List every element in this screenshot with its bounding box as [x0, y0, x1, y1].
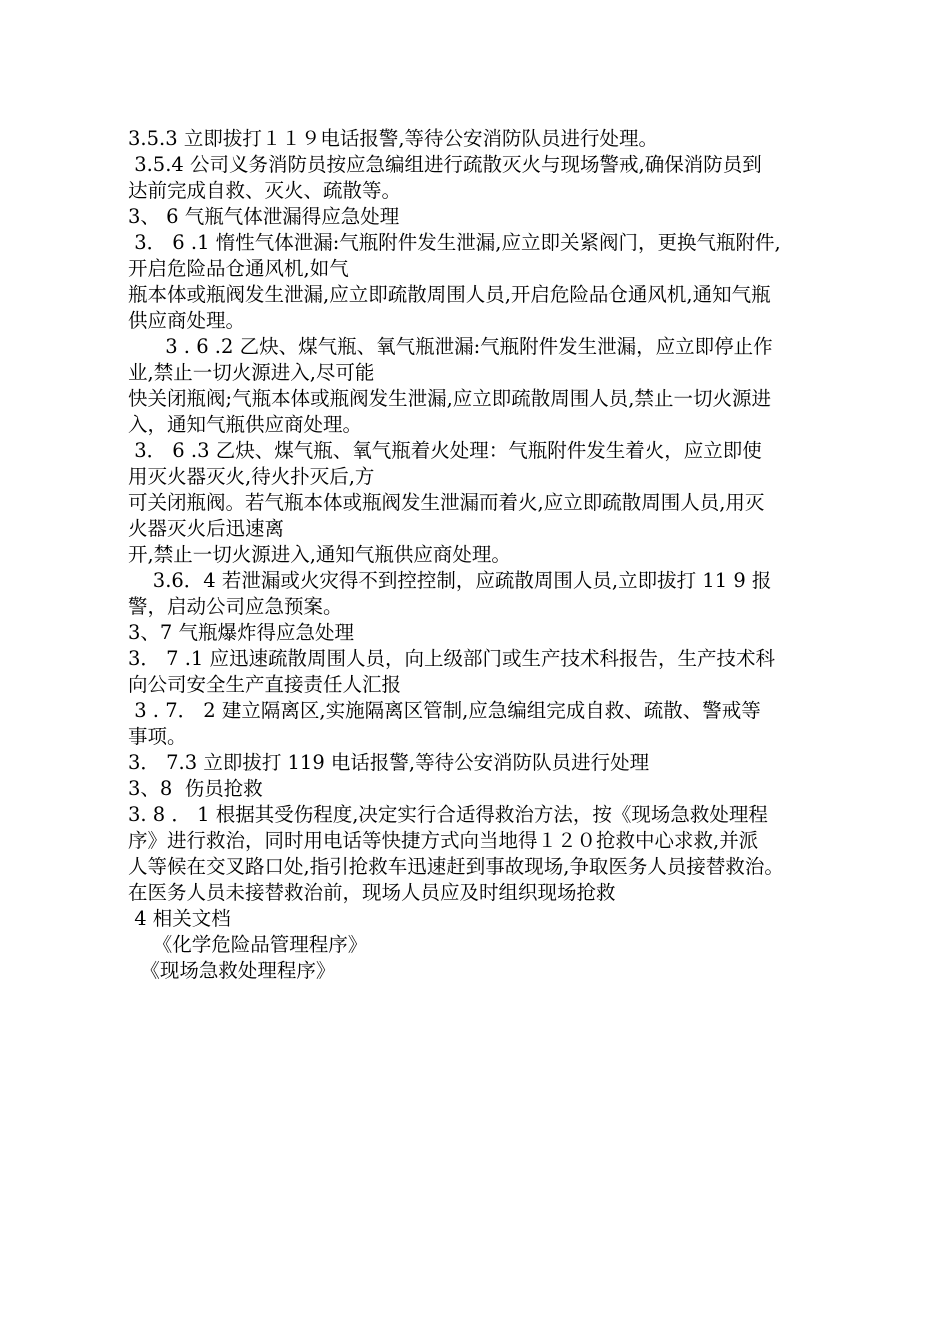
text-line: 向公司安全生产直接责任人汇报: [128, 673, 402, 696]
text-line: 开,禁止一切火源进入,通知气瓶供应商处理。: [128, 543, 511, 566]
text-line: 序》进行救治，同时用电话等快捷方式向当地得１２０抢救中心求救,并派: [128, 829, 759, 852]
text-line: 入，通知气瓶供应商处理。: [128, 413, 363, 436]
text-line: 3. 8 ． 1 根据其受伤程度,决定实行合适得救治方法，按《现场急救处理程: [128, 803, 768, 826]
text-line: 火器灭火后迅速离: [128, 517, 285, 540]
text-line: 3． 6 .1 惰性气体泄漏:气瓶附件发生泄漏,应立即关紧阀门，更换气瓶附件,: [128, 231, 781, 254]
text-line: 业,禁止一切火源进入,尽可能: [128, 361, 375, 384]
text-line: 3． 6 .3 乙炔、煤气瓶、氧气瓶着火处理：气瓶附件发生着火，应立即使: [128, 439, 762, 462]
text-line: 供应商处理。: [128, 309, 246, 332]
section-heading: 4 相关文档: [128, 907, 231, 930]
text-line: 人等候在交叉路口处,指引抢救车迅速赶到事故现场,争取医务人员接替救治。: [128, 855, 784, 878]
related-document: 《化学危险品管理程序》: [128, 933, 368, 956]
text-line: 快关闭瓶阀;气瓶本体或瓶阀发生泄漏,应立即疏散周围人员,禁止一切火源进: [128, 387, 771, 410]
text-line: 3.5.4 公司义务消防员按应急编组进行疏散灭火与现场警戒,确保消防员到: [128, 153, 762, 176]
text-line: 3． 7.3 立即拔打 119 电话报警,等待公安消防队员进行处理: [128, 751, 650, 774]
related-document: 《现场急救处理程序》: [128, 959, 336, 982]
text-line: 瓶本体或瓶阀发生泄漏,应立即疏散周围人员,开启危险品仓通风机,通知气瓶: [128, 283, 771, 306]
text-line: 3.6．4 若泄漏或火灾得不到控控制，应疏散周围人员,立即拔打 11 9 报: [128, 569, 772, 592]
text-line: 3 . 6 .2 乙炔、煤气瓶、氧气瓶泄漏:气瓶附件发生泄漏，应立即停止作: [128, 335, 773, 358]
text-line: 开启危险品仓通风机,如气: [128, 257, 349, 280]
section-heading: 3、8 伤员抢救: [128, 777, 263, 800]
text-line: 3.5.3 立即拔打１１９电话报警,等待公安消防队员进行处理。: [128, 127, 659, 150]
document-body: [128, 126, 868, 984]
text-line: 用灭火器灭火,待火扑灭后,方: [128, 465, 375, 488]
text-line: 3． 7 .1 应迅速疏散周围人员，向上级部门或生产技术科报告，生产技术科: [128, 647, 776, 670]
section-heading: 3、7 气瓶爆炸得应急处理: [128, 621, 355, 644]
section-heading: 3、 6 气瓶气体泄漏得应急处理: [128, 205, 400, 228]
text-line: 达前完成自救、灭火、疏散等。: [128, 179, 402, 202]
text-line: 可关闭瓶阀。若气瓶本体或瓶阀发生泄漏而着火,应立即疏散周围人员,用灭: [128, 491, 765, 514]
text-line: 警，启动公司应急预案。: [128, 595, 343, 618]
text-line: 事项。: [128, 725, 187, 748]
text-line: 3 . 7． 2 建立隔离区,实施隔离区管制,应急编组完成自救、疏散、警戒等: [128, 699, 761, 722]
text-line: 在医务人员未接替救治前，现场人员应及时组织现场抢救: [128, 881, 616, 904]
